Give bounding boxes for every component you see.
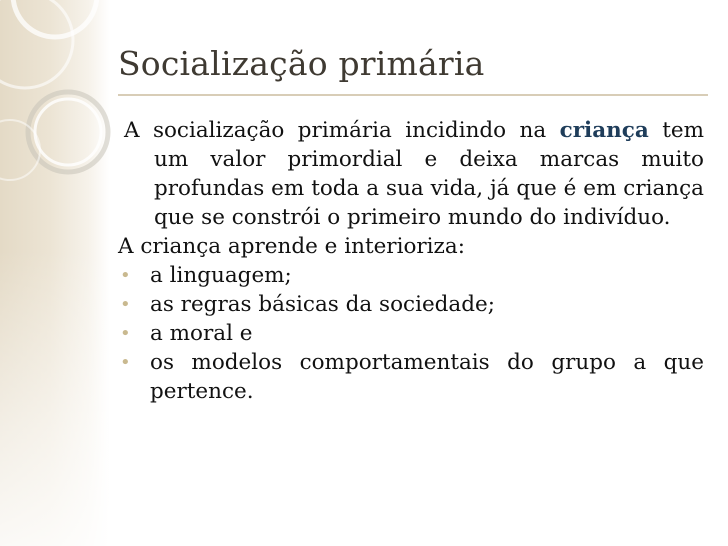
- list-item: [118, 290, 704, 319]
- bullet-icon: •: [120, 323, 131, 344]
- side-strip-fade: [0, 250, 110, 546]
- list-item-text: as regras básicas da sociedade;: [150, 292, 495, 317]
- bullet-icon: •: [120, 265, 131, 286]
- list-item: [118, 261, 704, 290]
- intro-text-end: tem um valor primordial e deixa marcas muito profundas em toda a sua vida, já que é em criança que se constrói o primeiro mundo do indivíduo.: [154, 118, 704, 230]
- slide-title: Socialização primária: [118, 44, 485, 83]
- list-item: [118, 319, 704, 348]
- intro-paragraph: [118, 116, 704, 232]
- list-item-text: a moral e: [150, 321, 253, 346]
- list-item-text: os modelos comportamentais do grupo a que pertence.: [150, 350, 704, 404]
- intro-text-start: A socialização primária incidindo na: [124, 118, 560, 143]
- bullet-icon: •: [120, 352, 131, 373]
- slide-body: [118, 116, 704, 406]
- lead-text: A criança aprende e interioriza:: [118, 234, 465, 259]
- intro-emphasis: criança: [559, 118, 649, 143]
- bullet-icon: •: [120, 294, 131, 315]
- title-divider: [118, 94, 708, 96]
- list-item-text: a linguagem;: [150, 263, 292, 288]
- list-item: [118, 348, 704, 406]
